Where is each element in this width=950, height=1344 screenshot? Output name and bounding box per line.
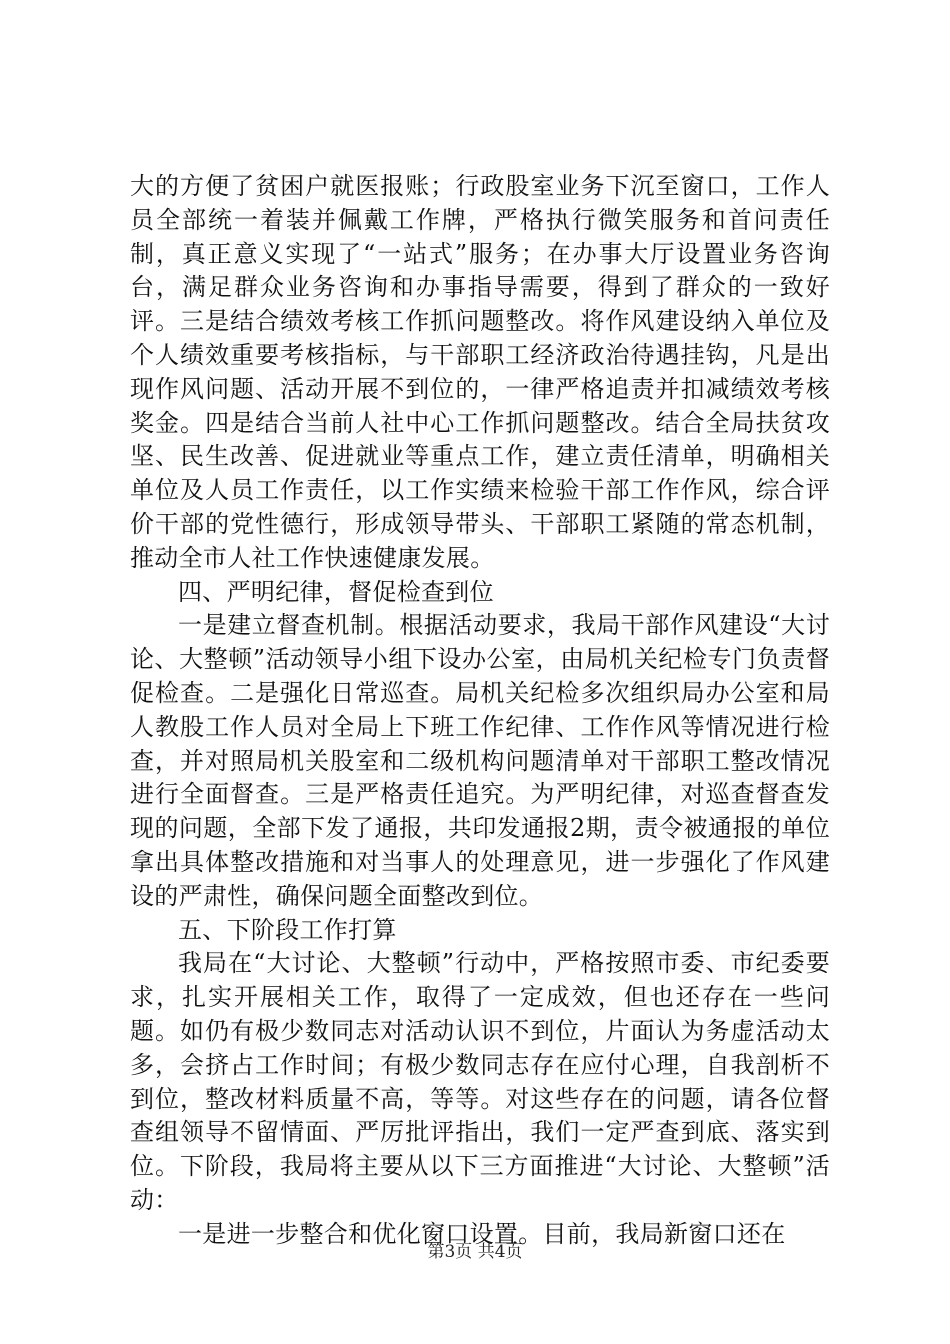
page-number-footer: 第3页 共4页 [427,1242,523,1262]
paragraph-next-stage: 我局在“大讨论、大整顿”行动中，严格按照市委、市纪委要求，扎实开展相关工作，取得了一定成效，但也还存在一些问题。如仍有极少数同志对活动认识不到位，片面认为务虚活动太多，会挤占工作时间；有极少数同志存在应付心理，自我剖析不到位，整改材料质量不高，等等。对这些存在的问题，请各位督查组领导不留情面、严厉批评指出，我们一定严查到底、落实到位。下阶段，我局将主要从以下三方面推进“大讨论、大整顿”活动： [130,949,830,1214]
section-heading-5: 五、下阶段工作打算 [178,915,397,944]
section-heading-4: 四、严明纪律，督促检查到位 [178,577,494,606]
paragraph-continuation: 大的方便了贫困户就医报账；行政股室业务下沉至窗口，工作人员全部统一着装并佩戴工作牌，严格执行微笑服务和首问责任制，真正意义实现了“一站式”服务；在办事大厅设置业务咨询台，满足群众业务咨询和办事指导需要，得到了群众的一致好评。三是结合绩效考核工作抓问题整改。将作风建设纳入单位及个人绩效重要考核指标，与干部职工经济政治待遇挂钩，凡是出现作风问题、活动开展不到位的，一律严格追责并扣减绩效考核奖金。四是结合当前人社中心工作抓问题整改。结合全局扶贫攻坚、民生改善、促进就业等重点工作，建立责任清单，明确相关单位及人员工作责任，以工作实绩来检验干部工作作风，综合评价干部的党性德行，形成领导带头、干部职工紧随的常态机制，推动全市人社工作快速健康发展。 [130,172,830,572]
paragraph-window-setup: 一是进一步整合和优化窗口设置。目前，我局新窗口还在 [178,1219,786,1248]
paragraph-discipline: 一是建立督查机制。根据活动要求，我局干部作风建设“大讨论、大整顿”活动领导小组下设办公室，由局机关纪检专门负责督促检查。二是强化日常巡查。局机关纪检多次组织局办公室和局人教股工作人员对全局上下班工作纪律、工作作风等情况进行检查，并对照局机关股室和二级机构问题清单对干部职工整改情况进行全面督查。三是严格责任追究。为严明纪律，对巡查督查发现的问题，全部下发了通报，共印发通报2期，责令被通报的单位拿出具体整改措施和对当事人的处理意见，进一步强化了作风建设的严肃性，确保问题全面整改到位。 [130,611,830,910]
document-body [130,170,830,1252]
